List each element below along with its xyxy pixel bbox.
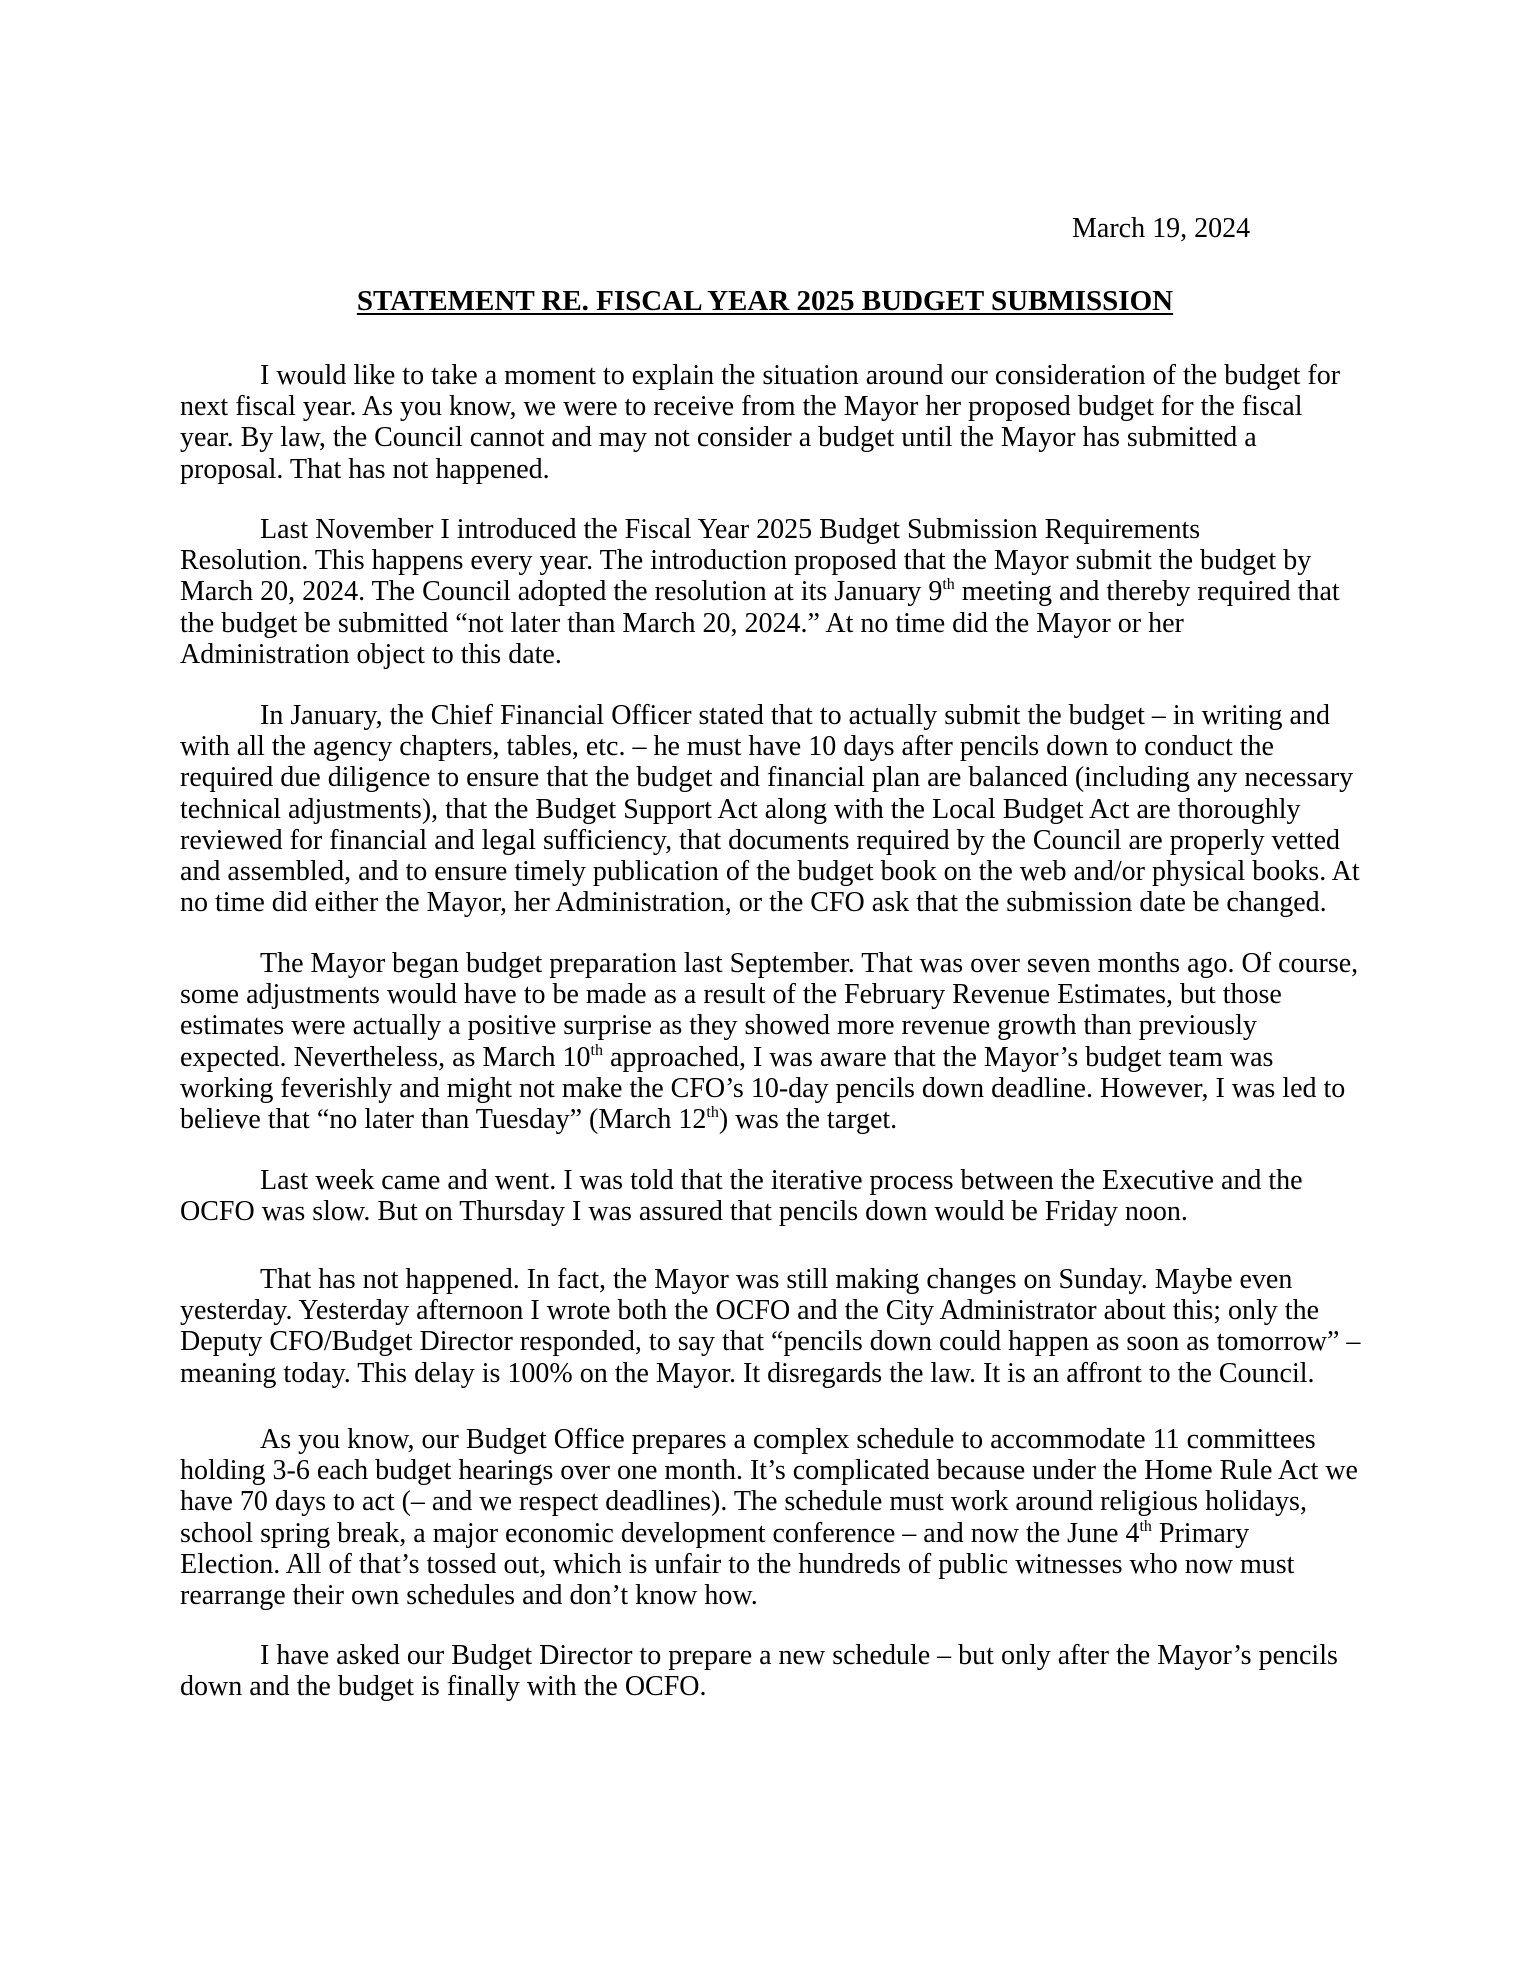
paragraph-line: [180, 1424, 1355, 1455]
text-run: holding 3-6 each budget hearings over one month. It’s complicated because under the Home Rule Act we: [180, 1455, 1358, 1487]
paragraph: [180, 1165, 1355, 1227]
text-run: down and the budget is finally with the OCFO.: [180, 1671, 707, 1703]
paragraph-line: [180, 1196, 1355, 1227]
ordinal-suffix: th: [942, 576, 955, 594]
document-title: STATEMENT RE. FISCAL YEAR 2025 BUDGET SUBMISSION: [356, 285, 1174, 317]
text-run: rearrange their own schedules and don’t know how.: [180, 1580, 758, 1612]
paragraph-line: [180, 979, 1355, 1010]
paragraph-line: [180, 1104, 1355, 1135]
paragraph-line: [180, 1073, 1355, 1104]
text-run: I would like to take a moment to explain the situation around our consideration of the budget for: [260, 360, 1341, 391]
text-run: estimates were actually a positive surprise as they showed more revenue growth than previously: [180, 1010, 1257, 1042]
text-run: That has not happened. In fact, the Mayor was still making changes on Sunday. Maybe even: [260, 1264, 1293, 1295]
paragraph-line: [180, 391, 1355, 422]
paragraph-line: [180, 1580, 1355, 1611]
text-run: OCFO was slow. But on Thursday I was assured that pencils down would be Friday noon.: [180, 1196, 1188, 1228]
paragraph-line: [180, 948, 1359, 979]
paragraph: [180, 514, 1355, 670]
text-run: expected. Nevertheless, as March 10: [180, 1041, 591, 1073]
ordinal-suffix: th: [1139, 1517, 1152, 1535]
paragraph-line: [180, 700, 1355, 731]
text-run: some adjustments would have to be made as a result of the February Revenue Estimates, but those: [180, 979, 1282, 1011]
paragraph-line: [180, 1042, 1355, 1073]
text-run: ) was the target.: [718, 1104, 898, 1136]
paragraph: [180, 948, 1359, 1136]
paragraph: [180, 1264, 1361, 1389]
text-run: approached, I was aware that the Mayor’s budget team was: [602, 1041, 1274, 1073]
paragraph-line: [180, 454, 1355, 485]
paragraph-line: [180, 825, 1355, 856]
text-run: school spring break, a major economic development conference – and now the June 4: [180, 1517, 1140, 1549]
paragraph-line: [180, 1640, 1355, 1671]
text-run: Last week came and went. I was told that the iterative process between the Executive and the: [260, 1165, 1303, 1196]
paragraph-line: [180, 731, 1355, 762]
text-run: I have asked our Budget Director to prepare a new schedule – but only after the Mayor’s pencils: [260, 1640, 1338, 1671]
paragraph-line: [180, 1549, 1355, 1580]
text-run: no time did either the Mayor, her Administration, or the CFO ask that the submission date be changed.: [180, 887, 1327, 919]
paragraph-line: [180, 762, 1355, 793]
paragraph: [180, 700, 1360, 919]
paragraph-line: [180, 1455, 1358, 1487]
text-run: proposal. That has not happened.: [180, 453, 550, 485]
text-run: meaning today. This delay is 100% on the Mayor. It disregards the law. It is an affront to the Council.: [180, 1357, 1315, 1389]
text-run: year. By law, the Council cannot and may not consider a budget until the Mayor has submitted a: [180, 422, 1257, 454]
text-run: Election. All of that’s tossed out, which is unfair to the hundreds of public witnesses who now must: [180, 1548, 1295, 1580]
text-run: have 70 days to act (– and we respect deadlines). The schedule must work around religious holidays,: [180, 1486, 1307, 1518]
paragraph-line: [180, 608, 1355, 639]
text-run: yesterday. Yesterday afternoon I wrote both the OCFO and the City Administrator about this; only the: [180, 1295, 1320, 1327]
paragraph-line: [180, 1165, 1355, 1196]
paragraph-line: [180, 1671, 1355, 1702]
paragraph-line: [180, 887, 1355, 918]
text-run: reviewed for financial and legal sufficiency, that documents required by the Council are properly vetted: [180, 824, 1341, 856]
text-run: with all the agency chapters, tables, etc. – he must have 10 days after pencils down to conduct the: [180, 731, 1274, 763]
paragraph-line: [180, 1518, 1355, 1549]
text-run: technical adjustments), that the Budget Support Act along with the Local Budget Act are thoroughly: [180, 793, 1301, 825]
text-run: required due diligence to ensure that the budget and financial plan are balanced (including any necessary: [180, 762, 1354, 794]
text-run: As you know, our Budget Office prepares a complex schedule to accommodate 11 committees: [260, 1424, 1316, 1455]
ordinal-suffix: th: [706, 1104, 719, 1122]
text-run: March 20, 2024. The Council adopted the resolution at its January 9: [180, 576, 943, 608]
paragraph-line: [180, 1358, 1355, 1389]
paragraph-line: [180, 1486, 1355, 1517]
paragraph-line: [180, 514, 1355, 545]
text-run: and assembled, and to ensure timely publication of the budget book on the web and/or physical books. At: [180, 856, 1360, 888]
text-run: working feverishly and might not make the CFO’s 10-day pencils down deadline. However, I was led to: [180, 1072, 1346, 1104]
paragraph: [180, 360, 1355, 485]
text-run: Administration object to this date.: [180, 638, 562, 670]
paragraph: [180, 1424, 1358, 1612]
text-run: Primary: [1151, 1517, 1250, 1549]
paragraph-line: [180, 422, 1355, 453]
text-run: next fiscal year. As you know, we were to receive from the Mayor her proposed budget for the fiscal: [180, 391, 1303, 423]
paragraph: [180, 1640, 1355, 1702]
paragraph-line: [180, 794, 1355, 825]
paragraph-line: [180, 545, 1355, 576]
paragraph-line: [180, 639, 1355, 670]
paragraph-line: [180, 1326, 1361, 1358]
text-run: meeting and thereby required that: [954, 576, 1340, 608]
paragraph-line: [180, 576, 1355, 607]
text-run: Last November I introduced the Fiscal Year 2025 Budget Submission Requirements: [260, 514, 1201, 545]
document-date: March 19, 2024: [1072, 213, 1251, 244]
paragraph-line: [180, 360, 1355, 391]
paragraph-line: [180, 856, 1360, 888]
paragraph-line: [180, 1264, 1355, 1295]
text-run: Resolution. This happens every year. The introduction proposed that the Mayor submit the budget by: [180, 545, 1312, 577]
ordinal-suffix: th: [590, 1041, 603, 1059]
paragraph-line: [180, 1010, 1355, 1041]
text-run: In January, the Chief Financial Officer stated that to actually submit the budget – in writing and: [260, 700, 1330, 731]
paragraph-line: [180, 1295, 1355, 1326]
text-run: believe that “no later than Tuesday” (March 12: [180, 1104, 707, 1136]
text-run: the budget be submitted “not later than March 20, 2024.” At no time did the Mayor or her: [180, 607, 1184, 639]
text-run: Deputy CFO/Budget Director responded, to say that “pencils down could happen as soon as tomorrow” –: [180, 1326, 1361, 1358]
text-run: The Mayor began budget preparation last September. That was over seven months ago. Of course,: [260, 948, 1359, 979]
